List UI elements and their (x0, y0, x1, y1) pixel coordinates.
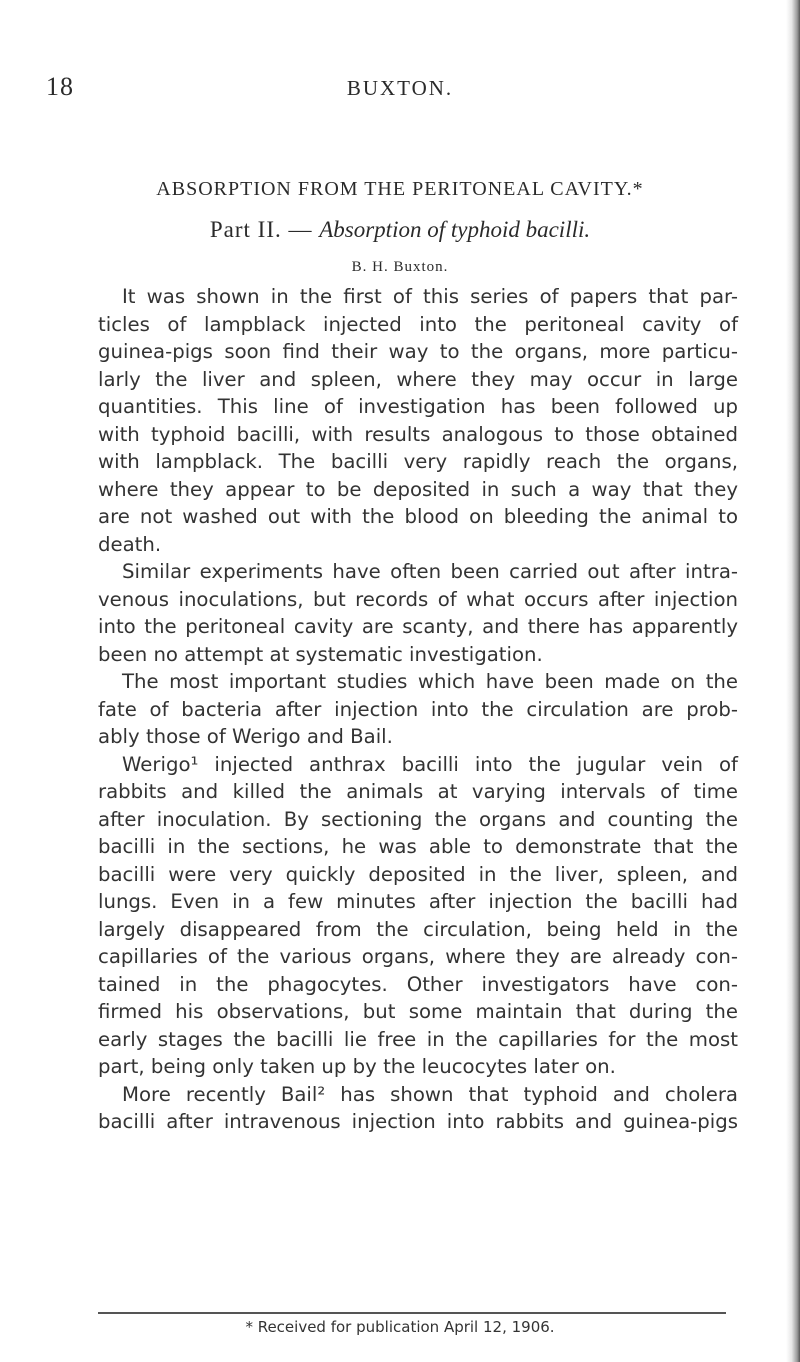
body-line: after inoculation. By sectioning the organs and counting the (98, 807, 738, 831)
body-line: ticles of lampblack injected into the peritoneal cavity of (98, 312, 738, 336)
body-line: bacilli after intravenous injection into rabbits and guinea-pigs (98, 1110, 738, 1133)
article-subtitle (0, 217, 800, 243)
body-line: into the peritoneal cavity are scanty, and there has apparently (98, 615, 738, 638)
body-line: tained in the phagocytes. Other investigators have con- (98, 972, 738, 996)
body-line: part, being only taken up by the leucocytes later on. (98, 1055, 616, 1078)
body-line: The most important studies which have been made on the (122, 670, 738, 693)
part-label: Part II. — (209, 217, 320, 242)
footnote-divider (98, 1312, 726, 1314)
author-name: B. H. Buxton. (351, 259, 449, 275)
body-line: been no attempt at systematic investigation. (98, 642, 543, 666)
body-line: larly the liver and spleen, where they may occur in large (98, 367, 738, 391)
body-line: firmed his observations, but some maintain that during the (98, 1000, 738, 1023)
body-line: ably those of Werigo and Bail. (98, 725, 393, 748)
body-line: Similar experiments have often been carried out after intra- (122, 560, 738, 583)
body-line: lungs. Even in a few minutes after injection the bacilli had (98, 890, 738, 913)
body-line: are not washed out with the blood on bleeding the animal to (98, 505, 738, 528)
page-edge-shadow (786, 0, 800, 1362)
part-subtitle: Absorption of typhoid bacilli. (319, 217, 591, 242)
body-line: fate of bacteria after injection into the circulation are prob- (98, 697, 738, 721)
body-line: More recently Bail² has shown that typhoid and cholera (122, 1082, 738, 1106)
body-line: guinea-pigs soon find their way to the organs, more particu- (98, 340, 738, 363)
running-head: BUXTON. (346, 76, 454, 100)
body-line: death. (98, 532, 162, 556)
body-line: early stages the bacilli lie free in the capillaries for the most (98, 1027, 738, 1051)
body-line: bacilli in the sections, he was able to demonstrate that the (98, 835, 738, 858)
body-line: Werigo¹ injected anthrax bacilli into the jugular vein of (122, 752, 738, 776)
body-line: where they appear to be deposited in such a way that they (98, 477, 738, 501)
body-line: It was shown in the first of this series of papers that par- (122, 285, 738, 308)
body-line: venous inoculations, but records of what occurs after injection (98, 587, 738, 611)
body-line: rabbits and killed the animals at varying intervals of time (98, 780, 738, 803)
article-title: ABSORPTION FROM THE PERITONEAL CAVITY.* (156, 178, 644, 200)
footnote: * Received for publication April 12, 1906. (245, 1318, 555, 1336)
body-line: capillaries of the various organs, where they are already con- (98, 945, 738, 968)
body-line: with lampblack. The bacilli very rapidly reach the organs, (98, 450, 738, 473)
body-line: largely disappeared from the circulation, being held in the (98, 917, 738, 941)
body-line: bacilli were very quickly deposited in the liver, spleen, and (98, 862, 738, 886)
page-number: 18 (46, 72, 74, 101)
body-line: with typhoid bacilli, with results analogous to those obtained (98, 422, 738, 446)
body-text (98, 283, 738, 1136)
body-line: quantities. This line of investigation has been followed up (98, 395, 738, 418)
